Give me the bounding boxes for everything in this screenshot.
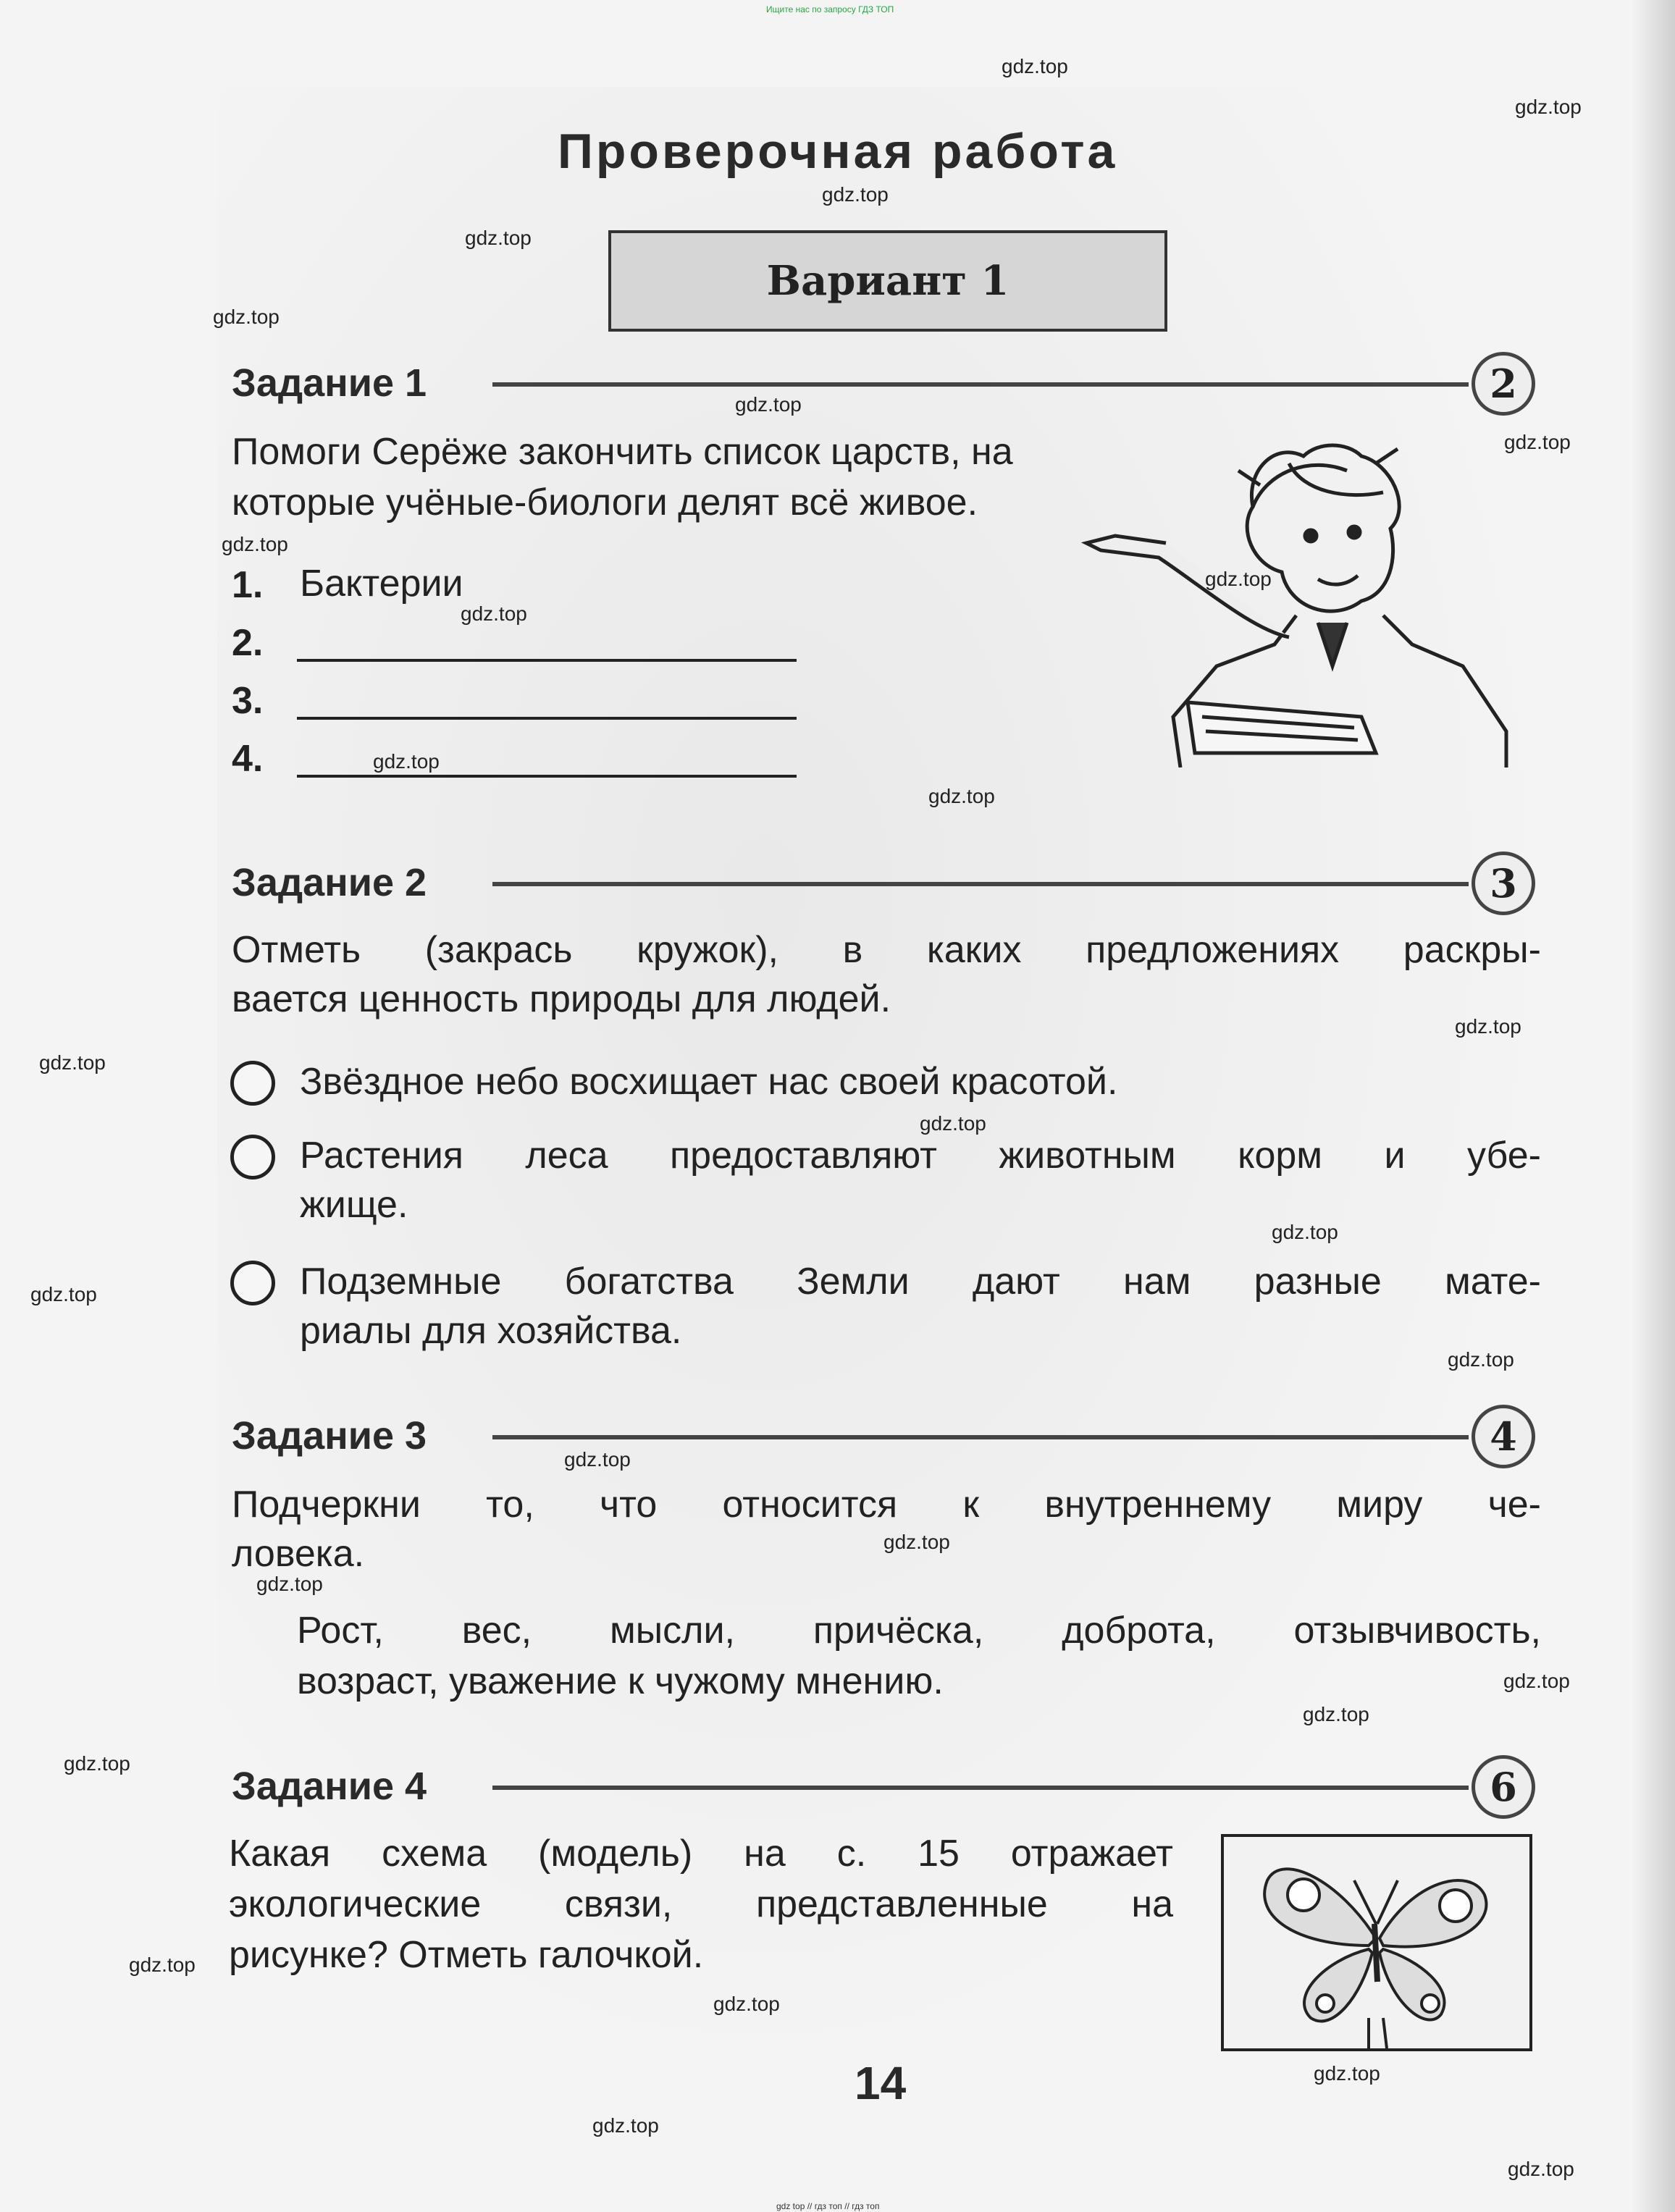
watermark: gdz.top	[1002, 55, 1068, 77]
watermark: gdz.top	[213, 306, 280, 328]
watermark: gdz.top	[1205, 568, 1272, 590]
watermark: gdz.top	[129, 1954, 196, 1976]
watermark: gdz.top	[1303, 1703, 1369, 1725]
task3-words-line1[interactable]: Рост, вес, мысли, причёска, доброта, отзывчивость,	[297, 1610, 1541, 1652]
butterfly-icon	[1224, 1837, 1529, 2048]
task2-option1-checkbox[interactable]	[230, 1061, 275, 1106]
watermark: gdz.top	[1272, 1221, 1338, 1243]
watermark: gdz.top	[735, 393, 802, 416]
task4-header: Задание 4	[232, 1765, 427, 1808]
task1-header: Задание 1	[232, 361, 427, 405]
watermark: gdz.top	[1504, 431, 1571, 453]
page-number: 14	[855, 2057, 907, 2109]
task4-score-badge: 6	[1472, 1755, 1535, 1819]
task1-line2: которые учёные-биологи делят всё живое.	[232, 481, 978, 523]
watermark: gdz.top	[465, 227, 532, 249]
task2-header: Задание 2	[232, 861, 427, 904]
page-edge-shadow	[1632, 0, 1675, 2212]
task1-rule	[492, 382, 1469, 387]
task2-score-badge: 3	[1472, 851, 1535, 915]
task1-item3-answer-line[interactable]	[297, 717, 797, 720]
watermark: gdz.top	[373, 750, 440, 773]
task2-option3-text-line1: Подземные богатства Земли дают нам разные мате-	[300, 1261, 1541, 1303]
task1-item2-number: 2.	[232, 622, 264, 664]
task2-option2-checkbox[interactable]	[230, 1135, 275, 1179]
watermark: gdz.top	[822, 183, 889, 206]
task1-score-badge: 2	[1472, 352, 1535, 416]
task3-words-line2[interactable]: возраст, уважение к чужому мнению.	[297, 1660, 944, 1702]
task2-option3-checkbox[interactable]	[230, 1261, 275, 1305]
task2-option1-text: Звёздное небо восхищает нас своей красотой.	[300, 1061, 1118, 1103]
watermark: gdz.top	[928, 785, 995, 807]
task2-option3-text-line2: риалы для хозяйства.	[300, 1310, 682, 1352]
watermark: gdz.top	[564, 1448, 631, 1471]
watermark: gdz.top	[30, 1283, 97, 1305]
watermark: gdz.top	[1455, 1015, 1521, 1038]
watermark: gdz.top	[1314, 2062, 1380, 2085]
watermark: gdz.top	[920, 1112, 986, 1135]
watermark: gdz.top	[461, 602, 527, 625]
task1-item1-text: Бактерии	[300, 563, 463, 605]
task1-item1-number: 1.	[232, 564, 264, 606]
butterfly-picture	[1221, 1834, 1532, 2051]
task4-line3: рисунке? Отметь галочкой.	[229, 1934, 704, 1976]
task2-option2-text-line1: Растения леса предоставляют животным корм и убе-	[300, 1135, 1541, 1177]
task4-rule	[492, 1786, 1469, 1790]
page-title: Проверочная работа	[558, 124, 1118, 179]
task2-line1: Отметь (закрась кружок), в каких предложениях раскры-	[232, 929, 1541, 971]
task4-line2: экологические связи, представленные на	[229, 1883, 1173, 1925]
task2-option2-text-line2: жище.	[300, 1184, 408, 1226]
watermark: gdz.top	[222, 533, 288, 555]
task1-item3-number: 3.	[232, 680, 264, 722]
watermark: gdz.top	[883, 1531, 950, 1553]
task1-item2-answer-line[interactable]	[297, 659, 797, 662]
watermark: gdz.top	[1515, 96, 1582, 118]
watermark: gdz.top	[256, 1573, 323, 1595]
task3-score-badge: 4	[1472, 1405, 1535, 1468]
watermark: gdz.top	[713, 1993, 780, 2015]
bottom-note: gdz top // гдз топ // гдз топ	[776, 2201, 880, 2211]
task3-rule	[492, 1435, 1469, 1439]
task1-line1: Помоги Серёже закончить список царств, на	[232, 431, 1013, 473]
variant-label: Вариант 1	[766, 257, 1009, 305]
watermark: gdz.top	[592, 2114, 659, 2137]
task4-line1: Какая схема (модель) на с. 15 отражает	[229, 1833, 1173, 1875]
watermark: gdz.top	[64, 1752, 130, 1775]
top-note: Ищите нас по запросу ГДЗ ТОП	[766, 4, 894, 14]
task2-rule	[492, 882, 1469, 886]
task1-item4-answer-line[interactable]	[297, 775, 797, 778]
boy-illustration	[1072, 427, 1550, 768]
task1-item4-number: 4.	[232, 738, 264, 780]
watermark: gdz.top	[1448, 1348, 1514, 1371]
variant-box	[608, 230, 1167, 332]
watermark: gdz.top	[1508, 2158, 1574, 2180]
task3-line1: Подчеркни то, что относится к внутреннему миру че-	[232, 1484, 1541, 1526]
task3-line2: ловека.	[232, 1533, 365, 1575]
task3-header: Задание 3	[232, 1414, 427, 1458]
watermark: gdz.top	[39, 1051, 106, 1074]
task2-line2: вается ценность природы для людей.	[232, 978, 891, 1020]
watermark: gdz.top	[1503, 1670, 1570, 1692]
